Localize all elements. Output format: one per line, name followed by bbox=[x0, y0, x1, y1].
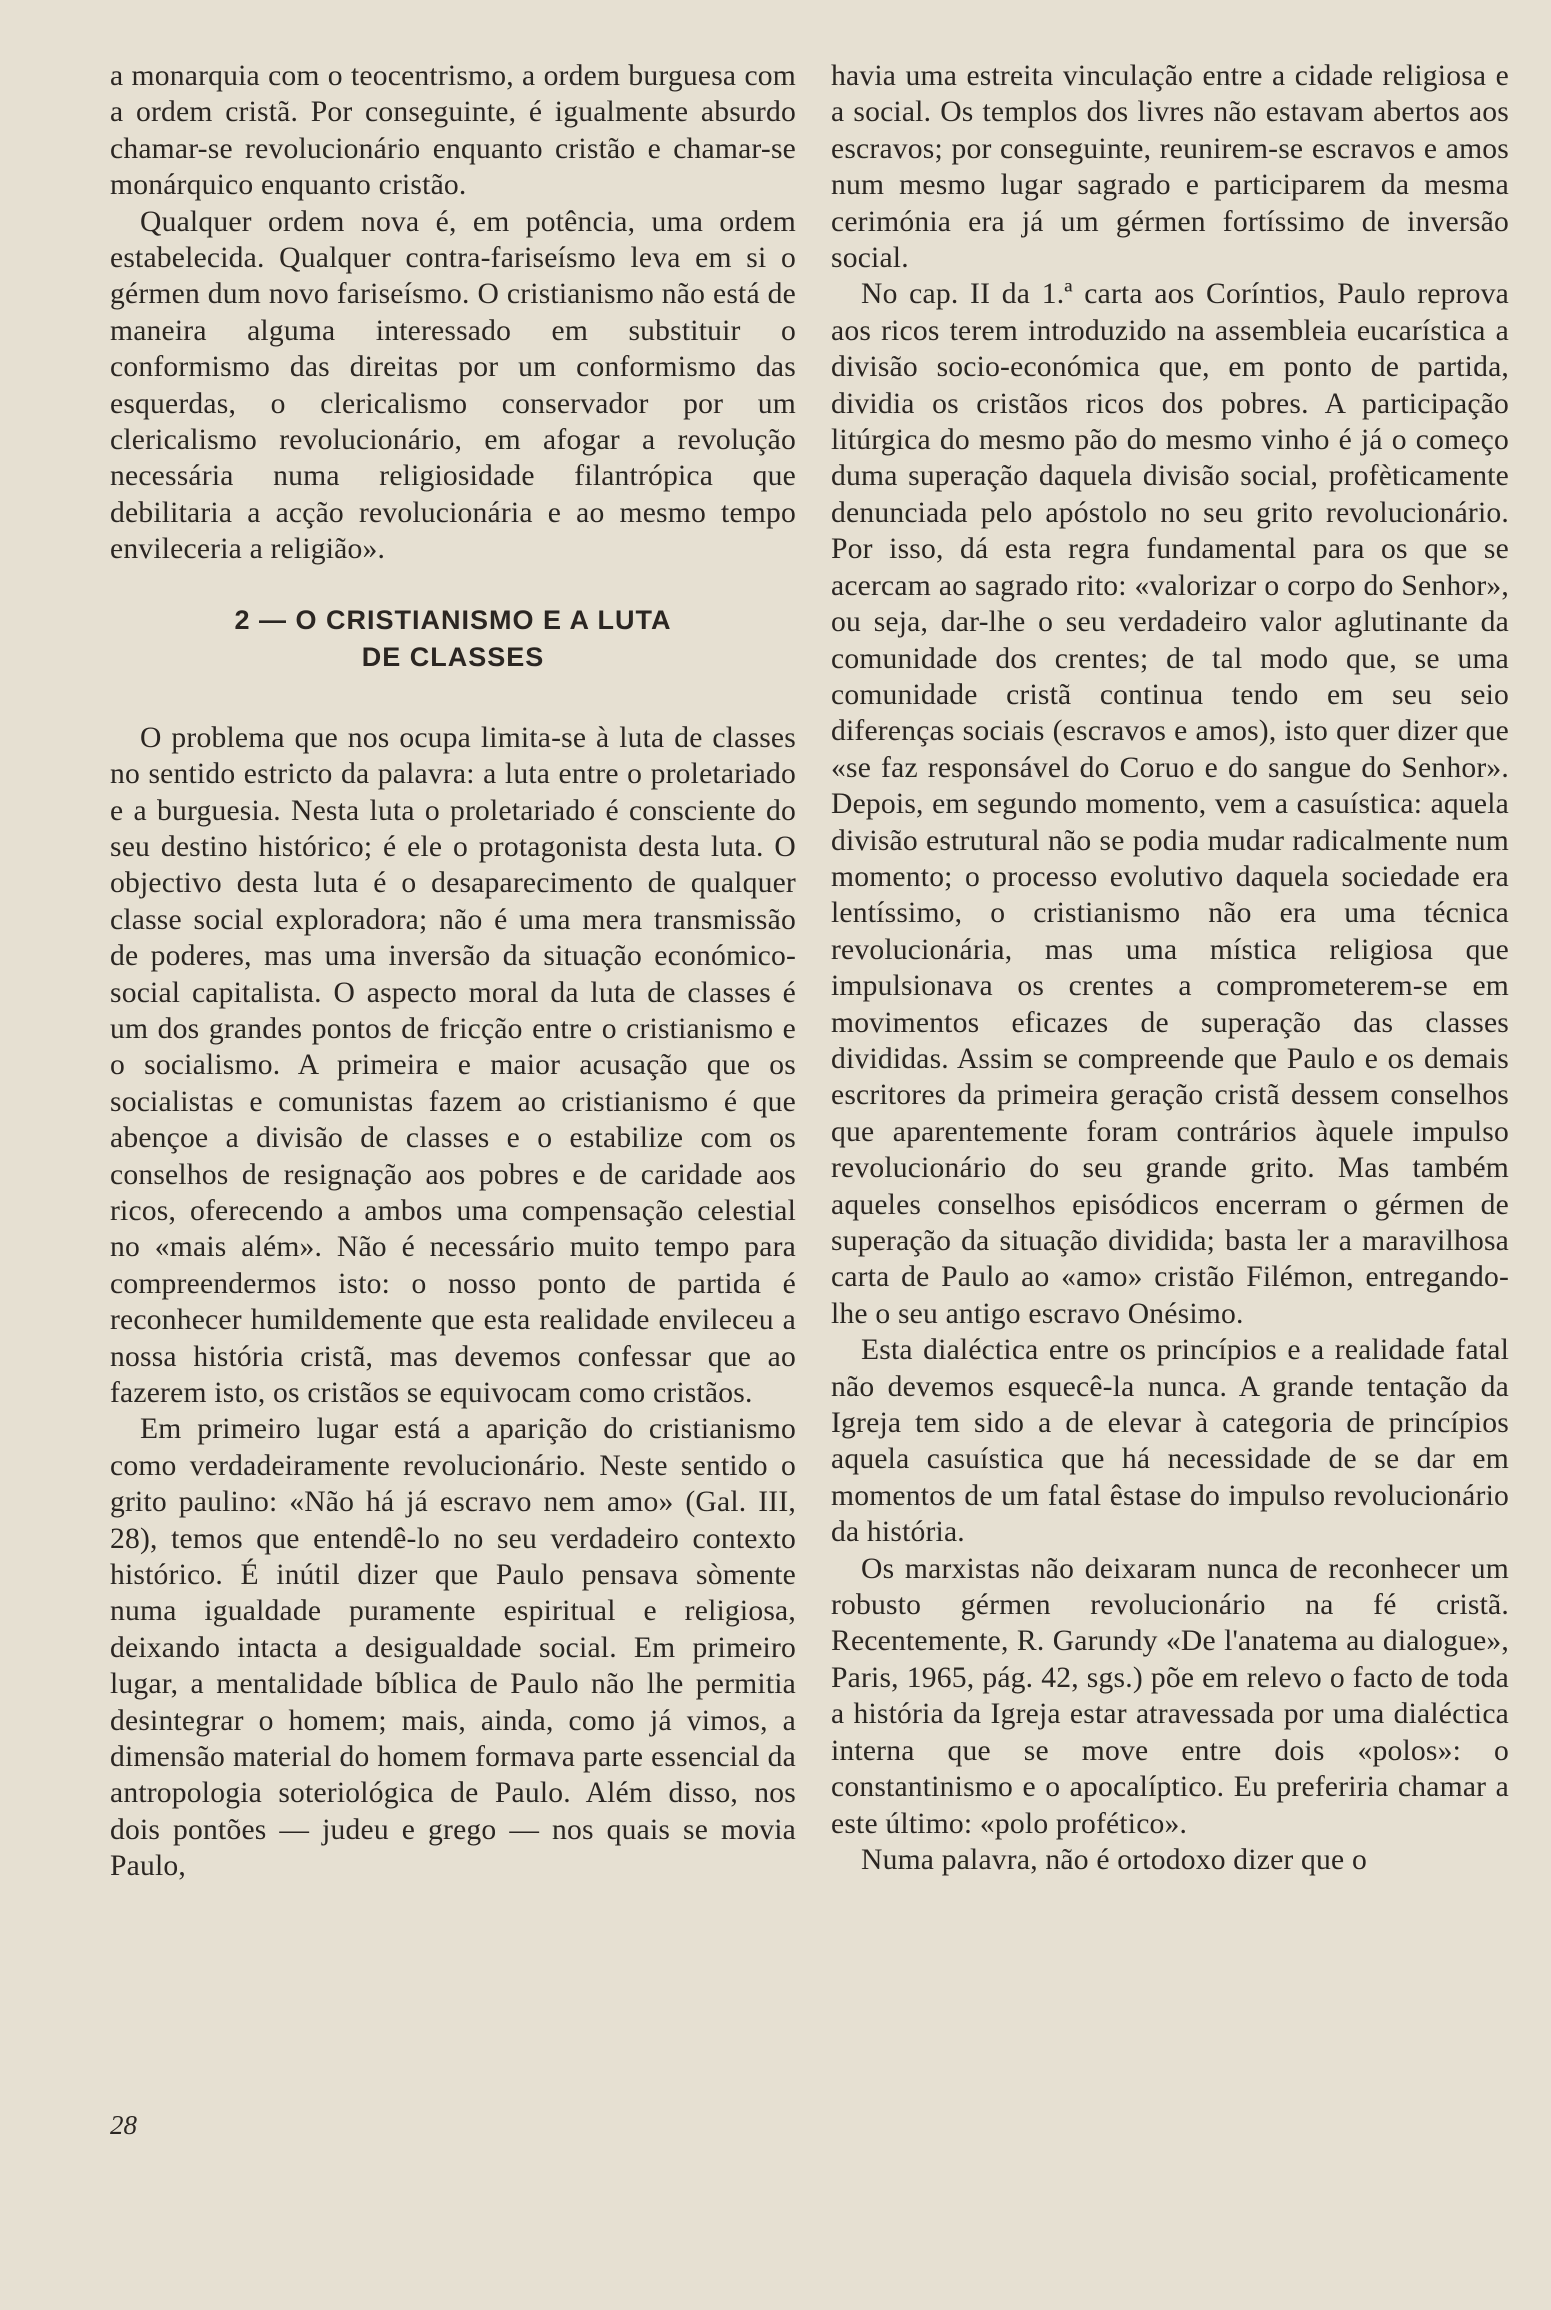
section-heading-line-1: 2 — O CRISTIANISMO E A LUTA bbox=[234, 604, 672, 635]
section-heading-line-2: DE CLASSES bbox=[361, 641, 545, 672]
paragraph: havia uma estreita vinculação entre a cidade religiosa e a social. Os templos dos livres não estavam abertos aos escravos; por conseguinte, reunirem-se escravos e amos num mesmo lugar sagrado e participarem da mesma cerimónia era já um gérmen fortíssimo de inversão social. bbox=[831, 60, 1509, 275]
paragraph: No cap. II da 1.ª carta aos Coríntios, Paulo reprova aos ricos terem introduzido na assembleia eucarística a divisão socio-económica que, em ponto de partida, dividia os cristãos ricos dos pobres. A participação litúrgica do mesmo pão do mesmo vinho é já o começo duma superação daquela divisão social, profèticamente denunciada pelo apóstolo no seu grito revolucionário. Por isso, dá esta regra fundamental para os que se acercam ao sagrado rito: «valorizar o corpo do Senhor», ou seja, dar-lhe o seu verdadeiro valor aglutinante da comunidade dos crentes; de tal modo que, se uma comunidade cristã continua tendo em seu seio diferenças sociais (escravos e amos), isto quer dizer que «se faz responsável do Coruo e do sangue do Senhor». Depois, em segundo momento, vem a casuística: aquela divisão estrutural não se podia mudar radicalmente num momento; o processo evolutivo daquela sociedade era lentíssimo, o cristianismo não era uma técnica revolucionária, mas uma mística religiosa que impulsionava os crentes a comprometerem-se em movimentos eficazes de superação das classes divididas. Assim se compreende que Paulo e os demais escritores da primeira geração cristã dessem conselhos que aparentemente foram contrários àquele impulso revolucionário do seu grande grito. Mas também aqueles conselhos episódicos encerram o gérmen de superação da situação dividida; basta ler a maravilhosa carta de Paulo ao «amo» cristão Filémon, entregando-lhe o seu antigo escravo Onésimo. bbox=[831, 278, 1509, 1330]
right-column bbox=[831, 58, 1509, 1878]
paragraph: Numa palavra, não é ortodoxo dizer que o bbox=[861, 1843, 1367, 1876]
paragraph: a monarquia com o teocentrismo, a ordem burguesa com a ordem cristã. Por conseguinte, é igualmente absurdo chamar-se revolucionário enquanto cristão e chamar-se monárquico enquanto cristão. bbox=[110, 60, 796, 202]
paragraph: Qualquer ordem nova é, em potência, uma ordem estabelecida. Qualquer contra-fariseísmo leva em si o gérmen dum novo fariseísmo. O cristianismo não está de maneira alguma interessado em substituir o conformismo das direitas por um conformismo das esquerdas, o clericalismo conservador por um clericalismo revolucionário, em afogar a revolução necessária numa religiosidade filantrópica que debilitaria a acção revolucionária e ao mesmo tempo envileceria a religião». bbox=[110, 205, 796, 566]
paragraph: Os marxistas não deixaram nunca de reconhecer um robusto gérmen revolucionário na fé cristã. Recentemente, R. Garundy «De l'anatema au dialogue», Paris, 1965, pág. 42, sgs.) põe em relevo o facto de toda a história da Igreja estar atravessada por uma dialéctica interna que se move entre dois «polos»: o constantinismo e o apocalíptico. Eu preferiria chamar a este último: «polo profético». bbox=[831, 1552, 1509, 1840]
section-heading bbox=[110, 602, 796, 676]
paragraph: Esta dialéctica entre os princípios e a realidade fatal não devemos esquecê-la nunca. A grande tentação da Igreja tem sido a de elevar à categoria de princípios aquela casuística que há necessidade de se dar em momentos de um fatal êstase do impulso revolucionário da história. bbox=[831, 1334, 1509, 1549]
left-column bbox=[110, 58, 796, 1885]
paragraph: Em primeiro lugar está a aparição do cristianismo como verdadeiramente revolucionário. Neste sentido o grito paulino: «Não há já escravo nem amo» (Gal. III, 28), temos que entendê-lo no seu verdadeiro contexto histórico. É inútil dizer que Paulo pensava sòmente numa igualdade puramente espiritual e religiosa, deixando intacta a desigualdade social. Em primeiro lugar, a mentalidade bíblica de Paulo não lhe permitia desintegrar o homem; mais, ainda, como já vimos, a dimensão material do homem formava parte essencial da antropologia soteriológica de Paulo. Além disso, nos dois pontões — judeu e grego — nos quais se movia Paulo, bbox=[110, 1413, 796, 1883]
page-number: 28 bbox=[110, 2110, 137, 2140]
paragraph: O problema que nos ocupa limita-se à luta de classes no sentido estricto da palavra: a luta entre o proletariado e a burguesia. Nesta luta o proletariado é consciente do seu destino histórico; é ele o protagonista desta luta. O objectivo desta luta é o desaparecimento de qualquer classe social exploradora; não é uma mera transmissão de poderes, mas uma inversão da situação económico-social capitalista. O aspecto moral da luta de classes é um dos grandes pontos de fricção entre o cristianismo e o socialismo. A primeira e maior acusação que os socialistas e comunistas fazem ao cristianismo é que abençoe a divisão de classes e o estabilize com os conselhos de resignação aos pobres e de caridade aos ricos, oferecendo a ambos uma compensação celestial no «mais além». Não é necessário muito tempo para compreendermos isto: o nosso ponto de partida é reconhecer humildemente que esta realidade envileceu a nossa história cristã, mas devemos confessar que ao fazerem isto, os cristãos se equivocam como cristãos. bbox=[110, 721, 796, 1409]
